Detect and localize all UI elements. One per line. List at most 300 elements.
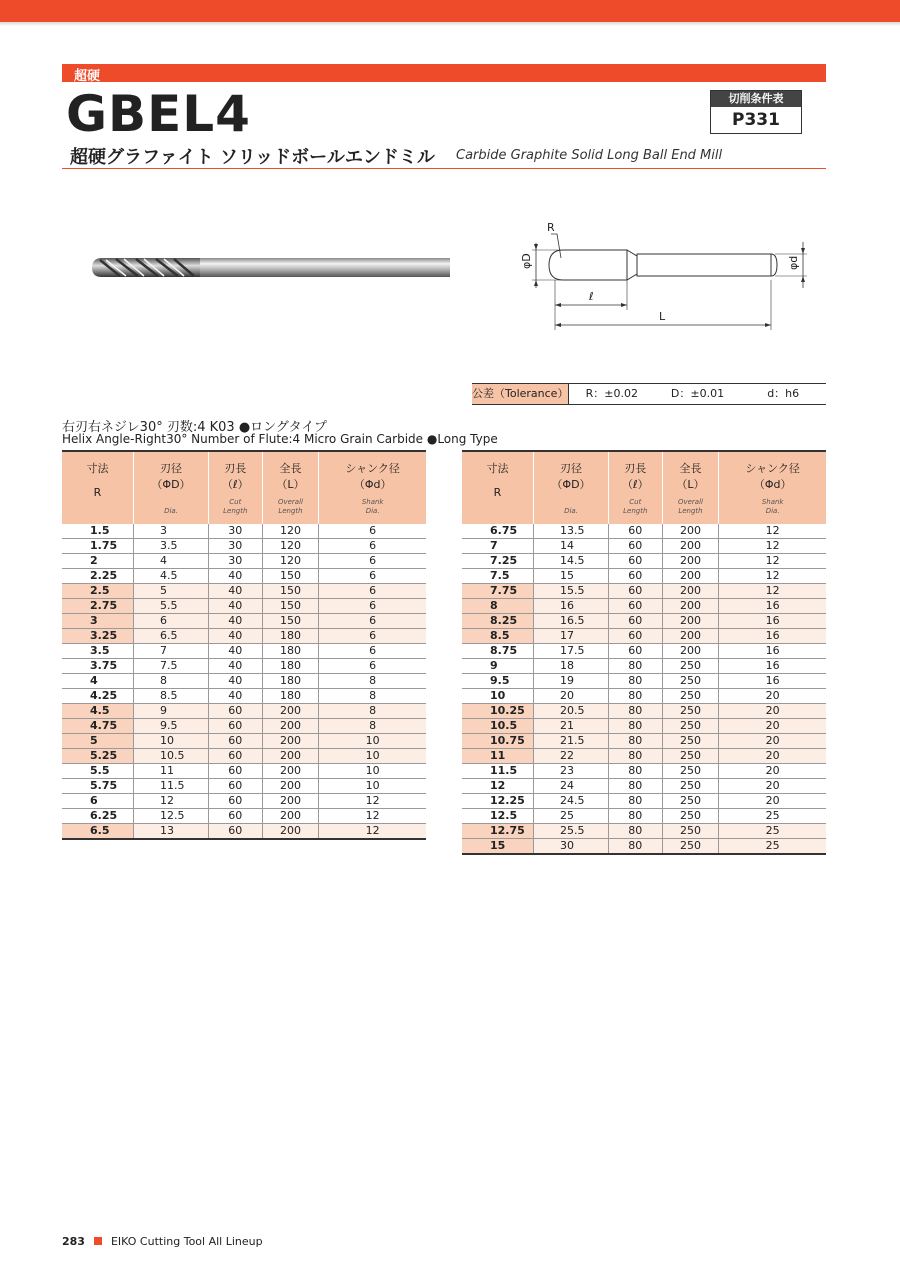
table-cell: 21.5 [534, 734, 609, 749]
table-cell: 8 [462, 599, 534, 614]
table-cell: 9.5 [134, 719, 209, 734]
table-cell: 24 [534, 779, 609, 794]
table-cell: 6 [319, 569, 426, 584]
title-jp: 超硬グラファイト ソリッドボールエンドミル [70, 147, 435, 168]
table-cell: 12.5 [462, 809, 534, 824]
table-cell: 10 [319, 764, 426, 779]
category-label: 超硬 [74, 69, 101, 84]
table-row [62, 569, 426, 584]
size-table-left [62, 450, 426, 840]
table-header-row [62, 451, 426, 524]
table-cell: 6.25 [62, 809, 134, 824]
table-cell: 2.75 [62, 599, 134, 614]
table-cell: 250 [662, 749, 719, 764]
table-cell: 200 [262, 749, 319, 764]
table-cell: 6 [319, 524, 426, 539]
table-cell: 250 [662, 764, 719, 779]
column-header-jp: 刃長 [624, 462, 647, 475]
column-header-sub: （ΦD） [551, 478, 591, 491]
table-cell: 7.25 [462, 554, 534, 569]
table-cell: 6 [319, 584, 426, 599]
table-cell: 200 [262, 719, 319, 734]
table-cell: 20 [719, 794, 826, 809]
table-row [62, 674, 426, 689]
table-cell: 10 [134, 734, 209, 749]
table-cell: 40 [209, 569, 263, 584]
column-header-jp: 寸法 [486, 462, 509, 475]
spec-jp: 右刃右ネジレ30° 刃数:4 K03 ●ロングタイプ [62, 420, 328, 435]
column-header [534, 451, 609, 524]
table-cell: 5 [62, 734, 134, 749]
table-cell: 6 [319, 629, 426, 644]
table-cell: 12 [462, 779, 534, 794]
table-cell: 16 [719, 614, 826, 629]
table-cell: 10 [319, 734, 426, 749]
table-cell: 120 [262, 554, 319, 569]
table-cell: 120 [262, 539, 319, 554]
table-cell: 30 [209, 554, 263, 569]
table-cell: 4.25 [62, 689, 134, 704]
table-cell: 250 [662, 779, 719, 794]
table-cell: 80 [609, 764, 663, 779]
table-cell: 7.5 [134, 659, 209, 674]
column-header-sub: R [493, 486, 502, 499]
table-cell: 200 [262, 794, 319, 809]
table-cell: 20 [719, 779, 826, 794]
table-cell: 5.75 [62, 779, 134, 794]
table-cell: 80 [609, 689, 663, 704]
column-header-jp: 全長 [279, 462, 302, 475]
table-cell: 25 [719, 824, 826, 839]
table-cell: 250 [662, 734, 719, 749]
table-cell: 40 [209, 659, 263, 674]
column-header-sub: R [93, 486, 102, 499]
table-cell: 80 [609, 809, 663, 824]
table-cell: 16 [534, 599, 609, 614]
table-cell: 40 [209, 644, 263, 659]
table-cell: 150 [262, 569, 319, 584]
table-cell: 6 [319, 554, 426, 569]
table-cell: 12.75 [462, 824, 534, 839]
size-table-right [462, 450, 826, 855]
table-cell: 2 [62, 554, 134, 569]
dim-l-small-label: ℓ [589, 290, 594, 303]
table-row [62, 779, 426, 794]
column-header-jp: 刃径 [160, 462, 182, 475]
table-cell: 80 [609, 839, 663, 855]
table-cell: 13.5 [534, 524, 609, 539]
column-header-jp: シャンク径 [745, 462, 800, 475]
table-cell: 8.75 [462, 644, 534, 659]
table-cell: 200 [662, 539, 719, 554]
table-cell: 6 [62, 794, 134, 809]
table-cell: 8 [319, 674, 426, 689]
table-cell: 9 [462, 659, 534, 674]
table-row [462, 719, 826, 734]
column-header [134, 451, 209, 524]
table-cell: 200 [662, 644, 719, 659]
table-cell: 200 [662, 569, 719, 584]
table-row [462, 659, 826, 674]
column-header-jp: 刃長 [224, 462, 247, 475]
tolerance-label: 公差（Tolerance） [472, 384, 569, 404]
table-cell: 11 [134, 764, 209, 779]
table-cell: 200 [262, 734, 319, 749]
column-header-en: Overall Length [277, 498, 303, 515]
dim-L-label: L [659, 310, 666, 323]
table-cell: 20 [534, 689, 609, 704]
column-header-sub: （Φd） [753, 478, 792, 491]
table-cell: 60 [209, 719, 263, 734]
table-row [462, 569, 826, 584]
table-cell: 12 [719, 554, 826, 569]
table-cell: 12 [319, 809, 426, 824]
dim-r-label: R [547, 221, 555, 234]
table-row [462, 764, 826, 779]
title-underline [62, 168, 826, 169]
table-cell: 250 [662, 794, 719, 809]
table-cell: 6 [319, 599, 426, 614]
table-row [462, 674, 826, 689]
table-cell: 250 [662, 839, 719, 855]
table-cell: 40 [209, 689, 263, 704]
table-row [62, 539, 426, 554]
table-cell: 6 [319, 614, 426, 629]
table-cell: 250 [662, 689, 719, 704]
table-cell: 60 [609, 584, 663, 599]
dimension-drawing [505, 218, 825, 340]
table-cell: 16 [719, 674, 826, 689]
table-cell: 200 [662, 599, 719, 614]
table-row [62, 584, 426, 599]
table-cell: 12 [319, 824, 426, 840]
table-cell: 21 [534, 719, 609, 734]
table-cell: 22 [534, 749, 609, 764]
table-cell: 11.5 [134, 779, 209, 794]
table-cell: 150 [262, 584, 319, 599]
column-header [262, 451, 319, 524]
column-header-jp: 寸法 [86, 462, 109, 475]
table-cell: 80 [609, 719, 663, 734]
table-cell: 200 [262, 809, 319, 824]
table-row [62, 599, 426, 614]
table-cell: 17.5 [534, 644, 609, 659]
table-cell: 80 [609, 824, 663, 839]
column-header-sub: （L） [276, 478, 305, 491]
table-cell: 80 [609, 674, 663, 689]
table-cell: 200 [662, 554, 719, 569]
column-header [62, 451, 134, 524]
table-cell: 60 [609, 614, 663, 629]
table-row [462, 749, 826, 764]
column-header [609, 451, 663, 524]
table-cell: 12 [719, 569, 826, 584]
table-cell: 15 [534, 569, 609, 584]
table-cell: 60 [209, 704, 263, 719]
table-cell: 20 [719, 689, 826, 704]
table-row [62, 794, 426, 809]
table-cell: 20 [719, 764, 826, 779]
column-header-jp: 全長 [679, 462, 702, 475]
table-cell: 20 [719, 719, 826, 734]
table-row [62, 809, 426, 824]
table-cell: 15.5 [534, 584, 609, 599]
table-row [462, 809, 826, 824]
table-cell: 3.5 [62, 644, 134, 659]
column-header [462, 451, 534, 524]
column-header [719, 451, 826, 524]
table-cell: 25 [719, 809, 826, 824]
table-cell: 80 [609, 779, 663, 794]
table-row [62, 764, 426, 779]
table-cell: 12.5 [134, 809, 209, 824]
table-cell: 200 [262, 824, 319, 840]
table-cell: 12 [134, 794, 209, 809]
table-cell: 5.25 [62, 749, 134, 764]
table-cell: 10 [462, 689, 534, 704]
table-cell: 17 [534, 629, 609, 644]
table-row [462, 794, 826, 809]
table-cell: 8 [319, 689, 426, 704]
column-header-jp: 刃径 [560, 462, 582, 475]
table-cell: 180 [262, 689, 319, 704]
column-header-sub: （ℓ） [222, 478, 249, 491]
table-cell: 60 [209, 749, 263, 764]
table-row [62, 704, 426, 719]
table-cell: 12 [719, 539, 826, 554]
table-row [62, 824, 426, 840]
table-cell: 18 [534, 659, 609, 674]
table-cell: 10 [319, 779, 426, 794]
table-cell: 12 [319, 794, 426, 809]
table-cell: 250 [662, 659, 719, 674]
table-cell: 60 [209, 734, 263, 749]
table-row [462, 599, 826, 614]
column-header-sub: （Φd） [353, 478, 392, 491]
model-title: GBEL4 [66, 85, 251, 143]
table-cell: 180 [262, 629, 319, 644]
table-cell: 120 [262, 524, 319, 539]
table-cell: 40 [209, 599, 263, 614]
table-row [462, 584, 826, 599]
table-cell: 60 [609, 644, 663, 659]
table-cell: 60 [609, 539, 663, 554]
table-cell: 30 [209, 524, 263, 539]
table-row [462, 734, 826, 749]
table-cell: 80 [609, 704, 663, 719]
table-cell: 60 [209, 764, 263, 779]
table-cell: 5.5 [62, 764, 134, 779]
table-cell: 3.5 [134, 539, 209, 554]
column-header-sub: （L） [676, 478, 705, 491]
table-cell: 23 [534, 764, 609, 779]
table-cell: 8.5 [134, 689, 209, 704]
table-cell: 200 [262, 779, 319, 794]
tolerance-r: R：±0.02 [585, 387, 639, 400]
table-row [462, 689, 826, 704]
table-cell: 5.5 [134, 599, 209, 614]
table-cell: 180 [262, 674, 319, 689]
column-header-en: Overall Length [677, 498, 703, 515]
table-header-row [462, 451, 826, 524]
table-row [462, 824, 826, 839]
table-row [62, 719, 426, 734]
top-bar [0, 0, 900, 22]
category-bar [62, 64, 826, 82]
table-cell: 6.75 [462, 524, 534, 539]
table-cell: 13 [134, 824, 209, 840]
table-cell: 40 [209, 614, 263, 629]
table-row [462, 779, 826, 794]
table-cell: 5 [134, 584, 209, 599]
table-cell: 250 [662, 824, 719, 839]
table-row [462, 554, 826, 569]
column-header [209, 451, 263, 524]
table-cell: 60 [609, 569, 663, 584]
table-row [462, 704, 826, 719]
table-cell: 7.5 [462, 569, 534, 584]
table-cell: 180 [262, 644, 319, 659]
table-cell: 60 [209, 809, 263, 824]
table-cell: 9.5 [462, 674, 534, 689]
table-row [62, 644, 426, 659]
table-cell: 200 [662, 629, 719, 644]
table-cell: 25 [719, 839, 826, 855]
table-cell: 4.75 [62, 719, 134, 734]
table-cell: 12 [719, 524, 826, 539]
dim-phiD-label: φD [520, 253, 533, 269]
table-cell: 3 [62, 614, 134, 629]
top-bar-shadow [0, 22, 900, 26]
tolerance-bar [472, 383, 826, 405]
table-cell: 3 [134, 524, 209, 539]
cutting-conditions-label: 切削条件表 [711, 91, 801, 107]
table-cell: 20 [719, 704, 826, 719]
table-row [62, 659, 426, 674]
footer-text: EIKO Cutting Tool All Lineup [110, 1235, 263, 1248]
column-header-sub: （ℓ） [622, 478, 649, 491]
footer-square-icon [94, 1237, 102, 1245]
table-row [62, 614, 426, 629]
table-cell: 15 [462, 839, 534, 855]
table-cell: 30 [209, 539, 263, 554]
column-header-en: Dia. [164, 507, 178, 515]
table-cell: 4 [134, 554, 209, 569]
table-cell: 19 [534, 674, 609, 689]
column-header-en: Shank Dia. [761, 498, 784, 515]
table-cell: 8 [134, 674, 209, 689]
table-cell: 16 [719, 599, 826, 614]
column-header-jp: シャンク径 [345, 462, 400, 475]
table-cell: 200 [662, 524, 719, 539]
title-en: Carbide Graphite Solid Long Ball End Mill [456, 148, 723, 163]
table-cell: 8.5 [462, 629, 534, 644]
table-cell: 80 [609, 734, 663, 749]
table-cell: 40 [209, 629, 263, 644]
table-row [62, 554, 426, 569]
cutting-conditions-box[interactable] [710, 90, 802, 134]
tolerance-d: D：±0.01 [670, 387, 725, 400]
table-cell: 250 [662, 704, 719, 719]
table-row [462, 629, 826, 644]
table-row [62, 524, 426, 539]
table-cell: 20 [719, 749, 826, 764]
table-cell: 14 [534, 539, 609, 554]
table-cell: 200 [262, 704, 319, 719]
table-cell: 3.25 [62, 629, 134, 644]
table-cell: 80 [609, 659, 663, 674]
table-cell: 4 [62, 674, 134, 689]
table-cell: 200 [262, 764, 319, 779]
table-cell: 40 [209, 674, 263, 689]
table-cell: 4.5 [62, 704, 134, 719]
table-row [62, 689, 426, 704]
table-cell: 6.5 [62, 824, 134, 840]
table-cell: 150 [262, 599, 319, 614]
table-cell: 60 [609, 524, 663, 539]
spec-en: Helix Angle-Right30° Number of Flute:4 Micro Grain Carbide ●Long Type [62, 432, 498, 446]
table-cell: 6 [319, 659, 426, 674]
table-cell: 20 [719, 734, 826, 749]
table-cell: 6 [134, 614, 209, 629]
table-cell: 10 [319, 749, 426, 764]
table-cell: 80 [609, 794, 663, 809]
table-cell: 40 [209, 584, 263, 599]
column-header-en: Shank Dia. [361, 498, 384, 515]
tolerance-shank: d：h6 [767, 387, 800, 400]
table-row [462, 614, 826, 629]
table-cell: 7 [134, 644, 209, 659]
dim-phid-label: φd [787, 255, 800, 270]
table-cell: 10.5 [134, 749, 209, 764]
column-header [319, 451, 426, 524]
footer [62, 1235, 263, 1248]
table-cell: 25 [534, 809, 609, 824]
table-cell: 1.5 [62, 524, 134, 539]
table-cell: 16 [719, 659, 826, 674]
table-cell: 25.5 [534, 824, 609, 839]
page-number: 283 [62, 1235, 85, 1248]
table-cell: 200 [662, 584, 719, 599]
endmill-photo [80, 240, 460, 300]
table-cell: 200 [662, 614, 719, 629]
table-row [462, 539, 826, 554]
table-cell: 60 [209, 779, 263, 794]
table-cell: 3.75 [62, 659, 134, 674]
table-cell: 8 [319, 704, 426, 719]
table-cell: 7.75 [462, 584, 534, 599]
table-cell: 6 [319, 644, 426, 659]
table-cell: 10.75 [462, 734, 534, 749]
column-header-sub: （ΦD） [151, 478, 191, 491]
table-cell: 250 [662, 674, 719, 689]
table-cell: 60 [209, 824, 263, 840]
column-header-en: Dia. [564, 507, 578, 515]
table-cell: 6 [319, 539, 426, 554]
table-cell: 9 [134, 704, 209, 719]
table-cell: 10.25 [462, 704, 534, 719]
table-cell: 180 [262, 659, 319, 674]
table-cell: 80 [609, 749, 663, 764]
table-cell: 16.5 [534, 614, 609, 629]
table-cell: 150 [262, 614, 319, 629]
table-cell: 16 [719, 644, 826, 659]
table-cell: 60 [609, 599, 663, 614]
table-cell: 7 [462, 539, 534, 554]
table-cell: 8 [319, 719, 426, 734]
cutting-conditions-page: P331 [732, 110, 780, 130]
table-cell: 12.25 [462, 794, 534, 809]
